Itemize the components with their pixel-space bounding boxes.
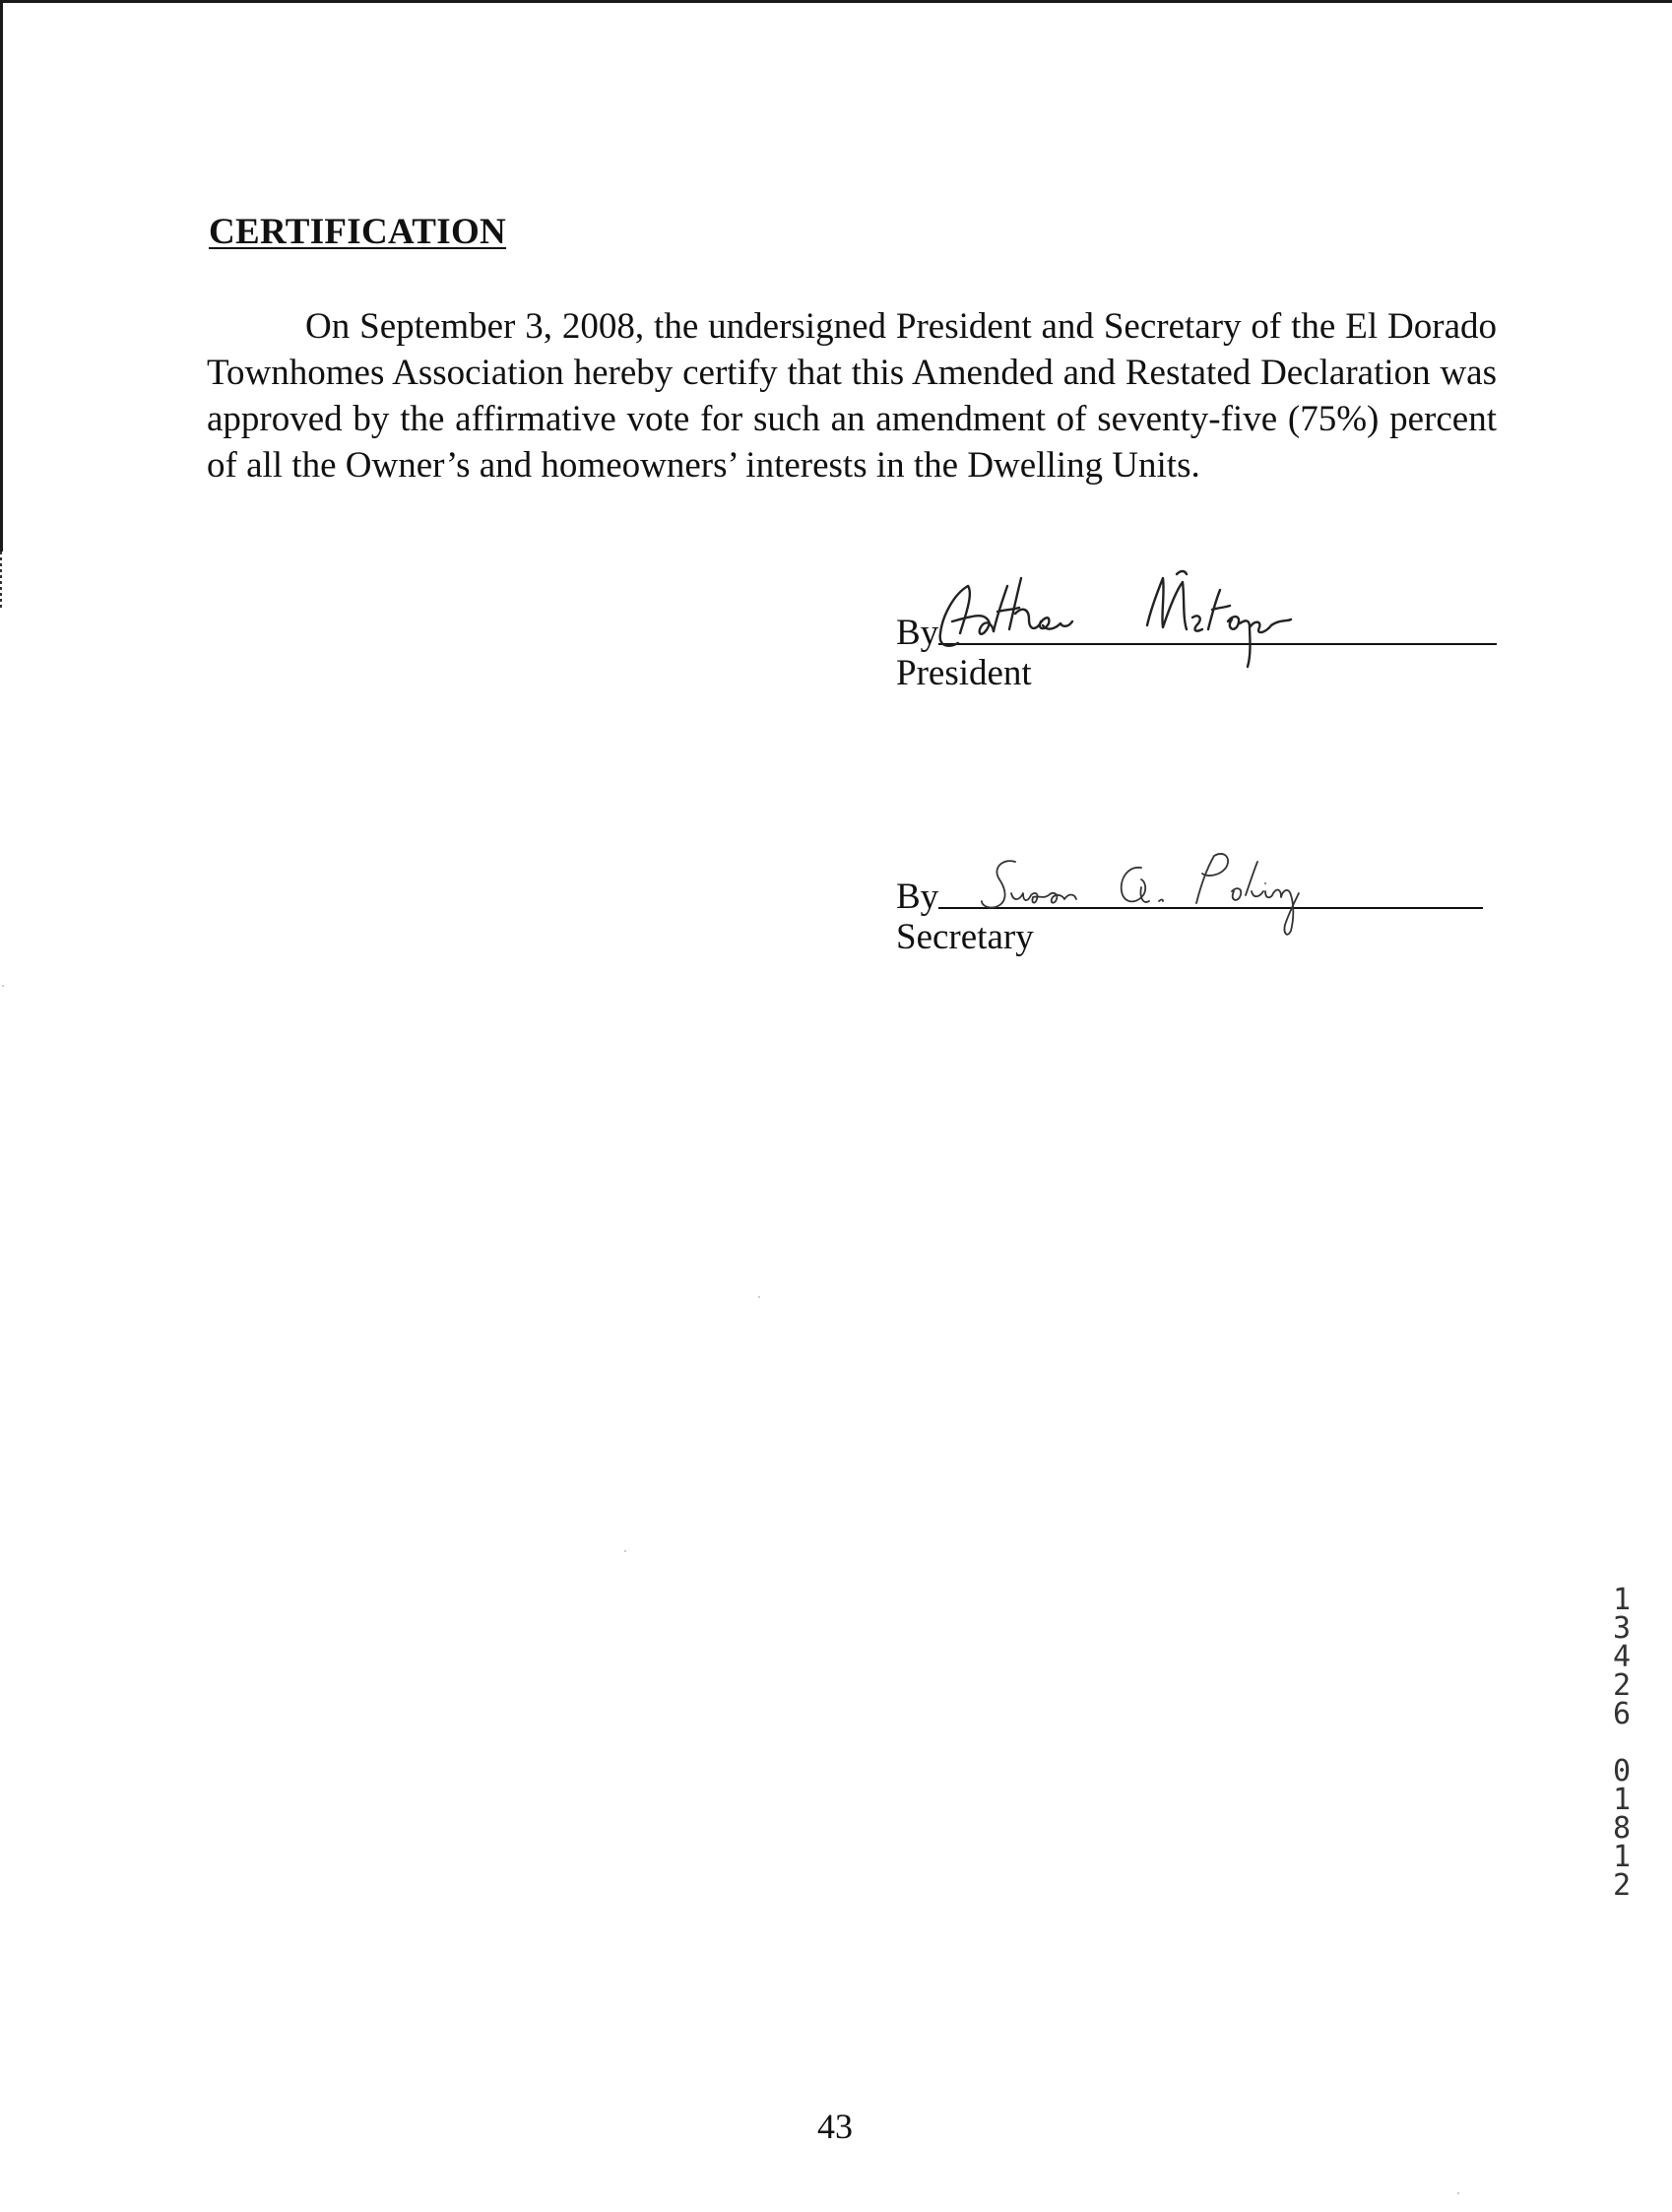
secretary-signature-block bbox=[896, 863, 1483, 957]
president-signature-row bbox=[896, 599, 1497, 654]
secretary-title: Secretary bbox=[896, 917, 1034, 957]
margin-document-number: 1 3 4 2 6 0 1 8 1 2 bbox=[1612, 1583, 1632, 1903]
president-handwritten-signature bbox=[934, 564, 1348, 692]
scan-border-top bbox=[0, 0, 1672, 3]
certification-paragraph: On September 3, 2008, the undersigned President and Secretary of the El Dorado Townhomes Association hereby certify that this Amended and Restated Declaration was approved by the affirmative vote for such an amendment of seventy-five (75%) percent of all the Owner’s and homeowners’ interests in the Dwelling Units. bbox=[207, 306, 1497, 486]
scan-speck bbox=[758, 1296, 760, 1298]
secretary-handwritten-signature bbox=[978, 844, 1391, 962]
scan-speck bbox=[1457, 2192, 1459, 2194]
scan-border-left-dashed bbox=[0, 552, 2, 611]
president-signature-block bbox=[896, 599, 1497, 693]
president-signature-line bbox=[938, 641, 1497, 645]
certification-heading: CERTIFICATION bbox=[209, 212, 507, 252]
by-label: By bbox=[896, 613, 939, 653]
secretary-signature-row bbox=[896, 863, 1483, 918]
secretary-signature-line bbox=[938, 905, 1483, 909]
scan-speck bbox=[624, 1550, 626, 1552]
president-title: President bbox=[896, 653, 1032, 693]
page-number: 43 bbox=[817, 2107, 853, 2146]
by-label: By bbox=[896, 877, 939, 917]
scan-speck bbox=[2, 985, 4, 987]
scan-border-left bbox=[0, 0, 3, 552]
